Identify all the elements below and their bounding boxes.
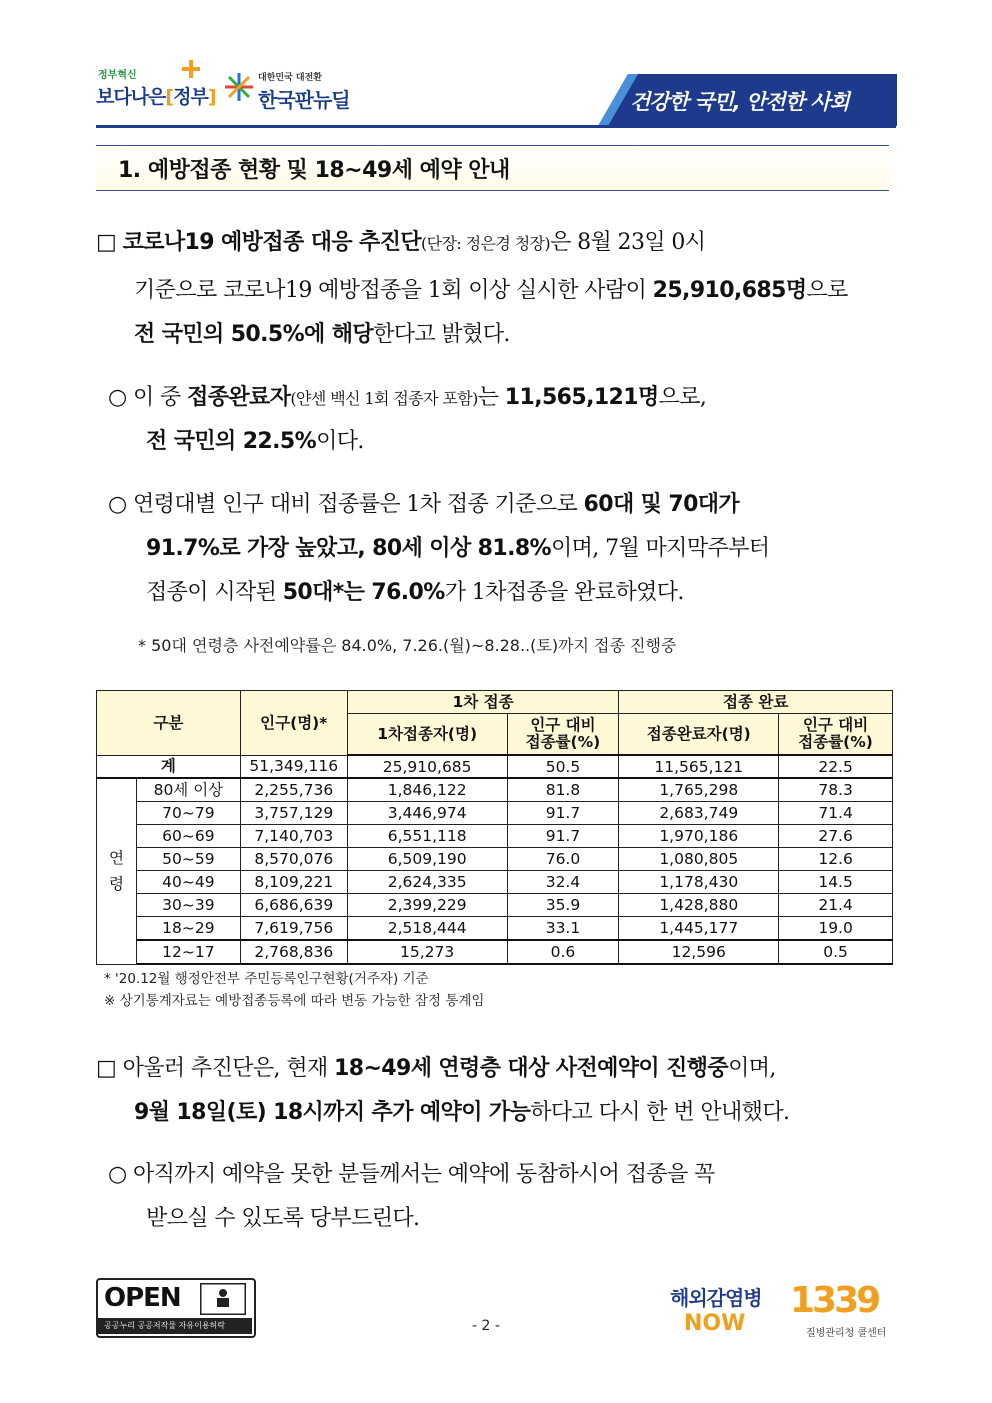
logo-gov-innovation	[96, 82, 216, 109]
p3-l2a: 91.7%로 가장 높았고, 80세 이상 81.8%	[146, 536, 551, 561]
cell-first-rate: 91.7	[507, 802, 619, 825]
table-row	[97, 894, 893, 917]
p1-l1b: 코로나19 예방접종 대응 추진단	[122, 230, 422, 255]
header-first-dose: 1차 접종	[347, 691, 619, 714]
header-population: 인구(명)*	[240, 691, 347, 756]
table-row-total	[97, 755, 893, 778]
cell-age: 12~17	[136, 940, 240, 964]
cell-pop: 8,109,221	[240, 871, 347, 894]
p4-l2b: 하다고 다시 한 번 안내했다.	[530, 1100, 790, 1125]
p3-l3c: 가 1차접종을 완료하였다.	[444, 580, 684, 605]
p1-l1d: 은 8월 23일 0시	[550, 230, 706, 255]
cell-comp: 1,970,186	[619, 825, 779, 848]
cell-first: 15,273	[347, 940, 507, 964]
cell-age: 40~49	[136, 871, 240, 894]
table-row	[97, 825, 893, 848]
cell-pop: 2,768,836	[240, 940, 347, 964]
cell-comp: 1,178,430	[619, 871, 779, 894]
table-row	[97, 778, 893, 802]
p1-l1a: □	[96, 230, 123, 255]
cell-pop: 8,570,076	[240, 848, 347, 871]
slogan-text: 건강한 국민, 안전한 사회	[630, 90, 849, 114]
paragraph-3-line-3	[146, 570, 684, 615]
cell-first: 3,446,974	[347, 802, 507, 825]
paragraph-5-line-1: ○ 아직까지 예약을 못한 분들께서는 예약에 동참하시어 접종을 꼭	[108, 1162, 715, 1187]
header-complete-rate: 인구 대비 접종률(%)	[779, 714, 893, 756]
p3-l1b: 60대 및 70대가	[583, 492, 740, 517]
cell-first-rate: 91.7	[507, 825, 619, 848]
cell-pop: 2,255,736	[240, 778, 347, 802]
overseas-infection-text: 해외감염병	[670, 1286, 762, 1310]
cell-age: 60~69	[136, 825, 240, 848]
p2-l1f: 으로,	[658, 385, 707, 410]
header-complete: 접종 완료	[619, 691, 893, 714]
plus-icon	[180, 58, 202, 80]
cell-comp-rate: 27.6	[779, 825, 893, 848]
cell-first: 2,399,229	[347, 894, 507, 917]
p1-l2c: 으로	[806, 278, 848, 303]
cell-first: 2,518,444	[347, 917, 507, 941]
p4-l1c: 이며,	[728, 1056, 776, 1081]
cell-comp: 12,596	[619, 940, 779, 964]
logo-new-deal: 한국판뉴딜	[258, 88, 350, 112]
new-deal-star-icon	[222, 70, 256, 104]
cell-comp-rate: 12.6	[779, 848, 893, 871]
cell-age: 30~39	[136, 894, 240, 917]
cell-age: 18~29	[136, 917, 240, 941]
paragraph-1-line-1	[96, 220, 705, 266]
cell-age: 80세 이상	[136, 778, 240, 802]
kogl-strip-text: 공공누리 공공저작물 자유이용허락	[104, 1321, 226, 1330]
logo-text-b: 정부	[173, 86, 208, 108]
p3-l2b: 이며, 7월 마지막주부터	[550, 536, 770, 561]
p2-l1d: 는	[477, 385, 505, 410]
p3-l1a: ○ 연령대별 인구 대비 접종률은 1차 접종 기준으로	[108, 492, 584, 517]
paragraph-1-line-3	[134, 312, 510, 357]
p3-l3a: 접종이 시작된	[146, 580, 283, 605]
page-number: - 2 -	[472, 1318, 500, 1334]
person-icon	[200, 1283, 246, 1315]
paragraph-2-line-1	[108, 375, 706, 421]
p1-l3a: 전 국민의 50.5%에 해당	[134, 322, 374, 347]
logo-text-a: 보다나은	[96, 86, 166, 108]
table-row	[97, 871, 893, 894]
cell-comp: 1,428,880	[619, 894, 779, 917]
cell-comp: 1,080,805	[619, 848, 779, 871]
logo-new-deal-small: 대한민국 대전환	[258, 73, 322, 83]
overseas-infection-logo	[670, 1282, 780, 1338]
cell-comp-rate: 0.5	[779, 940, 893, 964]
cell-first-rate: 81.8	[507, 778, 619, 802]
paragraph-4-line-1	[96, 1046, 776, 1091]
vaccination-table	[96, 690, 893, 965]
cell-pop: 51,349,116	[240, 755, 347, 778]
n1339-text: 1339	[790, 1280, 879, 1321]
paragraph-3-line-2	[146, 526, 769, 571]
cell-first: 6,551,118	[347, 825, 507, 848]
table-row	[97, 848, 893, 871]
table-footnote-1: * '20.12월 행정안전부 주민등록인구현황(거주자) 기준	[104, 971, 429, 987]
cell-age: 50~59	[136, 848, 240, 871]
paragraph-5-line-2: 받으실 수 있도록 당부드린다.	[146, 1206, 420, 1231]
cell-first-rate: 76.0	[507, 848, 619, 871]
cell-comp: 11,565,121	[619, 755, 779, 778]
p2-l1c: (얀센 백신 1회 접종자 포함)	[290, 389, 478, 408]
cell-first: 25,910,685	[347, 755, 507, 778]
table-row	[97, 802, 893, 825]
paragraph-3-line-1	[108, 482, 739, 527]
cell-comp: 1,765,298	[619, 778, 779, 802]
cell-first-rate: 33.1	[507, 917, 619, 941]
p4-l1b: 18~49세 연령층 대상 사전예약이 진행중	[334, 1056, 729, 1081]
p1-l2a: 기준으로 코로나19 예방접종을 1회 이상 실시한 사람이	[134, 278, 653, 303]
paragraph-2-line-2	[146, 419, 364, 464]
p4-l1a: □ 아울러 추진단은, 현재	[96, 1056, 335, 1081]
cell-comp-rate: 21.4	[779, 894, 893, 917]
kogl-open-text: OPEN	[104, 1283, 181, 1313]
p4-l2a: 9월 18일(토) 18시까지 추가 예약이 가능	[134, 1100, 531, 1125]
kdca-1339-logo	[790, 1280, 878, 1321]
cell-first-rate: 32.4	[507, 871, 619, 894]
cell-comp: 1,445,177	[619, 917, 779, 941]
header-first-count: 1차접종자(명)	[347, 714, 507, 756]
cell-pop: 6,686,639	[240, 894, 347, 917]
logo-bracket: [	[165, 86, 174, 108]
footnote-50s: * 50대 연령층 사전예약률은 84.0%, 7.26.(월)~8.28..(토)까지 접종 진행중	[138, 636, 677, 655]
cell-comp: 2,683,749	[619, 802, 779, 825]
p2-l1b: 접종완료자	[187, 385, 291, 410]
total-label: 계	[97, 755, 241, 778]
cell-first: 1,846,122	[347, 778, 507, 802]
p1-l3b: 한다고 밝혔다.	[373, 322, 510, 347]
paragraph-4-line-2	[134, 1090, 789, 1135]
side-label-age: 연 령	[97, 778, 137, 964]
cell-pop: 3,757,129	[240, 802, 347, 825]
cell-age: 70~79	[136, 802, 240, 825]
cell-comp-rate: 19.0	[779, 917, 893, 941]
cell-comp-rate: 14.5	[779, 871, 893, 894]
cell-comp-rate: 71.4	[779, 802, 893, 825]
overseas-now-text: NOW	[684, 1311, 746, 1336]
p2-l1a: ○ 이 중	[108, 385, 188, 410]
section-title: 1. 예방접종 현황 및 18~49세 예약 안내	[118, 158, 510, 183]
cell-comp-rate: 78.3	[779, 778, 893, 802]
cell-first-rate: 50.5	[507, 755, 619, 778]
cell-first: 6,509,190	[347, 848, 507, 871]
p2-l1e: 11,565,121명	[504, 385, 659, 410]
header-divider	[96, 125, 896, 128]
cell-pop: 7,619,756	[240, 917, 347, 941]
kdca-callcenter-text: 질병관리청 콜센터	[806, 1328, 887, 1339]
p2-l2a: 전 국민의 22.5%	[146, 429, 317, 454]
p3-l3b: 50대*는 76.0%	[282, 580, 445, 605]
p1-l2b: 25,910,685명	[652, 278, 807, 303]
p2-l2b: 이다.	[316, 429, 364, 454]
cell-first: 2,624,335	[347, 871, 507, 894]
table-row	[97, 940, 893, 964]
cell-first-rate: 0.6	[507, 940, 619, 964]
header-group: 구분	[97, 691, 241, 756]
logo-gov-innovation-small: 정부혁신	[98, 70, 137, 81]
cell-comp-rate: 22.5	[779, 755, 893, 778]
table-row	[97, 917, 893, 941]
header-first-rate: 인구 대비 접종률(%)	[507, 714, 619, 756]
table-footnote-2: ※ 상기통계자료는 예방접종등록에 따라 변동 가능한 잠정 통계임	[104, 993, 485, 1009]
cell-first-rate: 35.9	[507, 894, 619, 917]
p1-l1c: (단장: 정은경 청장)	[421, 234, 551, 253]
logo-bracket-close: ]	[207, 86, 216, 108]
header-complete-count: 접종완료자(명)	[619, 714, 779, 756]
cell-pop: 7,140,703	[240, 825, 347, 848]
paragraph-1-line-2	[134, 268, 848, 313]
